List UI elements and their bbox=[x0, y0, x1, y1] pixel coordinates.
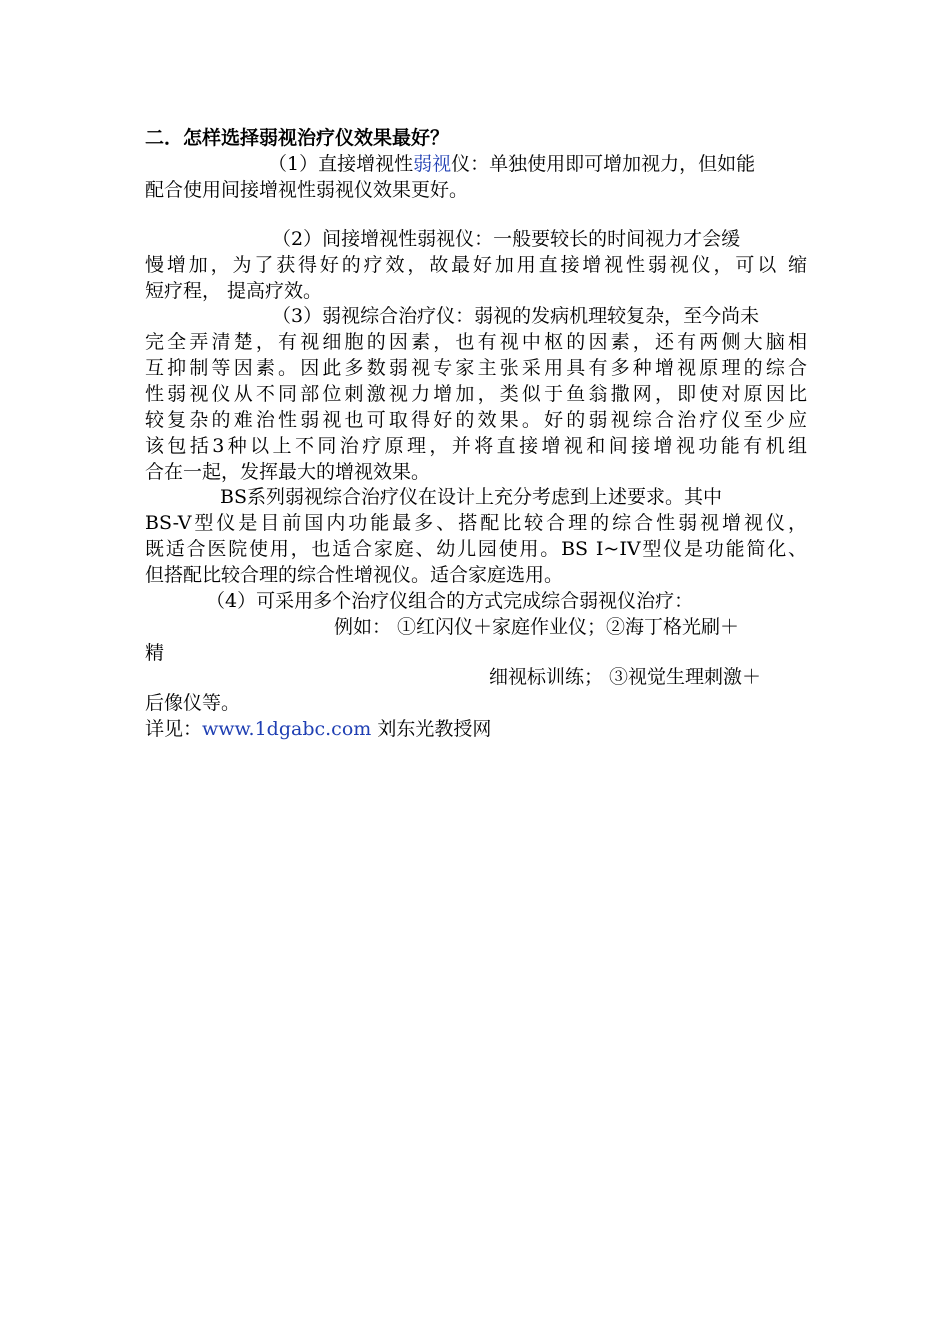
item3-line6: 该包括3种以上不同治疗原理，并将直接增视和间接增视功能有机组 bbox=[145, 435, 807, 457]
footer-prefix: 详见： bbox=[145, 718, 203, 740]
bs-line3: 既适合医院使用，也适合家庭、幼儿园使用。BS I~IV型仪是功能简化、 bbox=[145, 538, 807, 560]
item4-line4: 细视标训练； ③视觉生理刺激＋ bbox=[489, 666, 762, 688]
item3-line3: 互抑制等因素。因此多数弱视专家主张采用具有多种增视原理的综合 bbox=[145, 357, 807, 379]
footer-suffix: 刘东光教授网 bbox=[371, 718, 492, 740]
item4-line3: 精 bbox=[145, 642, 165, 664]
item2-line2: 慢增加，为了获得好的疗效，故最好加用直接增视性弱视仪，可以 缩 bbox=[145, 254, 807, 276]
item3-line7: 合在一起，发挥最大的增视效果。 bbox=[145, 461, 431, 483]
item1-text-post: 仪：单独使用即可增加视力，但如能 bbox=[451, 153, 756, 175]
item3-line5: 较复杂的难治性弱视也可取得好的效果。好的弱视综合治疗仪至少应 bbox=[145, 409, 807, 431]
bs-line4: 但搭配比较合理的综合性增视仪。适合家庭选用。 bbox=[145, 564, 564, 586]
item3-line1: （3）弱视综合治疗仪：弱视的发病机理较复杂，至今尚未 bbox=[272, 305, 760, 327]
bs-line2: BS-V型仪是目前国内功能最多、搭配比较合理的综合性弱视增视仪， bbox=[145, 512, 807, 534]
item1-line1 bbox=[268, 151, 755, 177]
item2-line3: 短疗程， 提高疗效。 bbox=[145, 280, 323, 302]
item1-line2: 配合使用间接增视性弱视仪效果更好。 bbox=[145, 179, 469, 201]
item2-line1: （2）间接增视性弱视仪：一般要较长的时间视力才会缓 bbox=[272, 228, 741, 250]
footer-line bbox=[145, 716, 491, 742]
item4-line5: 后像仪等。 bbox=[145, 692, 241, 714]
section-heading: 二．怎样选择弱视治疗仪效果最好？ bbox=[145, 127, 450, 149]
item1-text-pre: （1）直接增视性 bbox=[268, 153, 414, 175]
keyword-link[interactable]: 弱视 bbox=[413, 153, 452, 175]
item4-line1: （4）可采用多个治疗仪组合的方式完成综合弱视仪治疗： bbox=[206, 590, 694, 612]
website-link[interactable]: www.1dgabc.com bbox=[202, 718, 372, 740]
bs-line1: BS系列弱视综合治疗仪在设计上充分考虑到上述要求。其中 bbox=[220, 486, 722, 508]
item3-line2: 完全弄清楚，有视细胞的因素，也有视中枢的因素，还有两侧大脑相 bbox=[145, 331, 807, 353]
item4-line2: 例如： ①红闪仪＋家庭作业仪；②海丁格光刷＋ bbox=[334, 616, 740, 638]
item3-line4: 性弱视仪从不同部位刺激视力增加，类似于鱼翁撒网，即使对原因比 bbox=[145, 383, 807, 405]
